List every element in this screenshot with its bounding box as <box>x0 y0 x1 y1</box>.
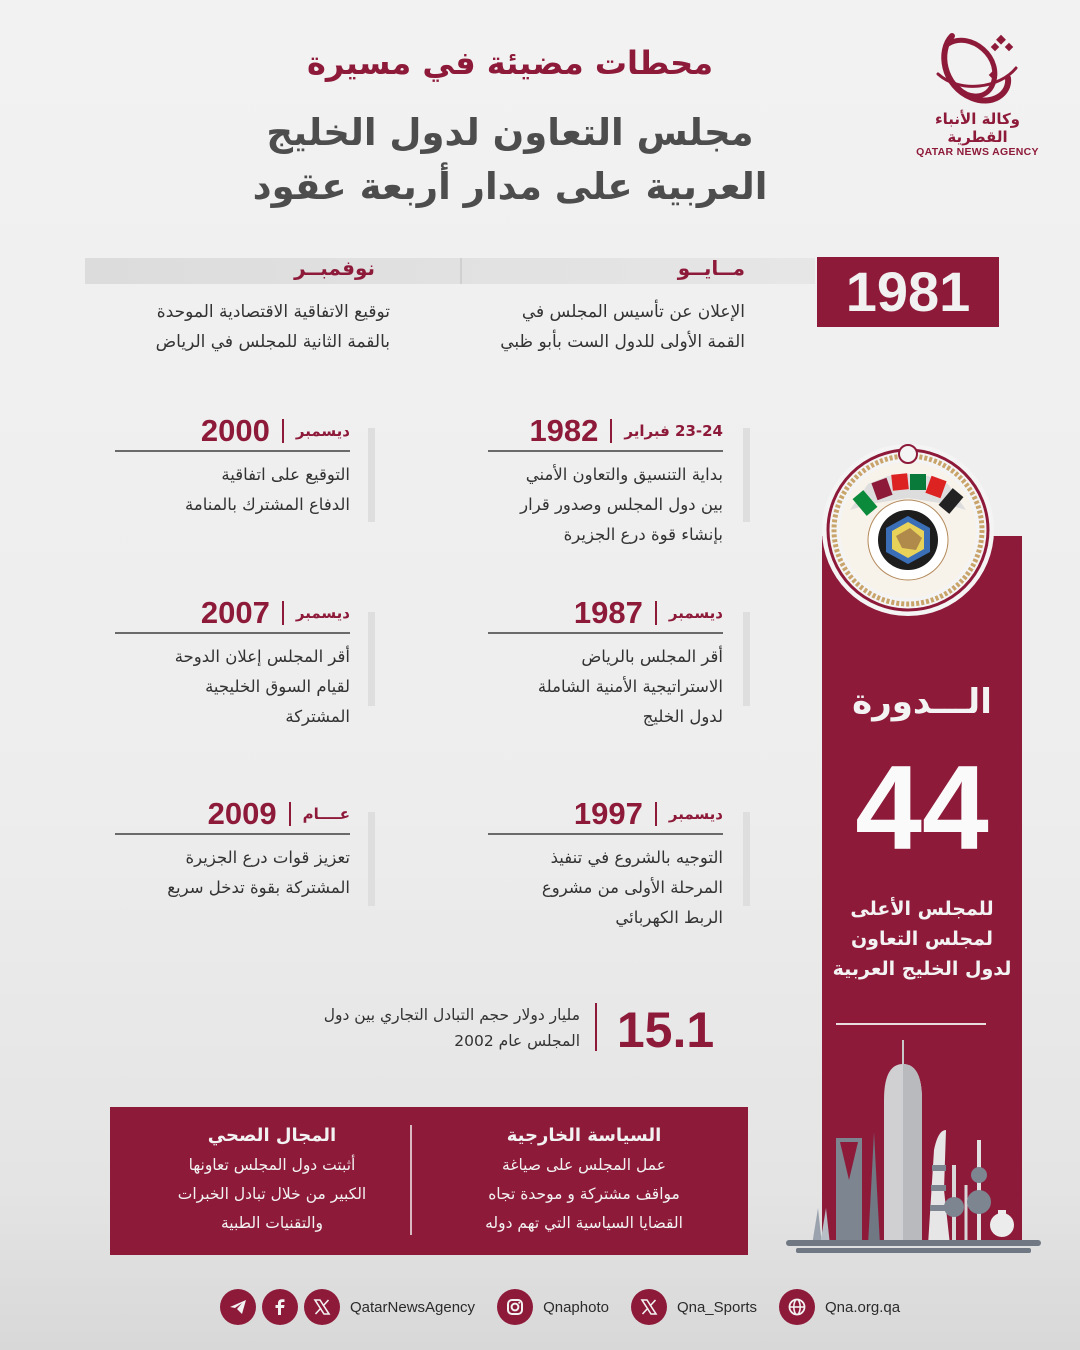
gulf-skyline-illustration <box>782 1040 1052 1255</box>
text-line: الربط الكهربائي <box>615 908 723 927</box>
social-handle-qatarnewsagency[interactable]: QatarNewsAgency <box>350 1298 476 1316</box>
text-line: لقيام السوق الخليجية <box>205 677 350 696</box>
page-title-line-2: العربية على مدار أربعة عقود <box>252 165 768 208</box>
header-divider <box>289 802 291 826</box>
text-line: الدفاع المشترك بالمنامة <box>185 495 350 514</box>
text-line: بين دول المجلس وصدور قرار <box>520 495 723 514</box>
timeline-entry-header <box>115 412 350 452</box>
text-line: لدول الخليج العربية <box>832 958 1012 980</box>
founding-may-description <box>440 297 745 357</box>
text-line: الكبير من خلال تبادل الخبرات <box>177 1185 367 1203</box>
timeline-entry-2007 <box>115 594 350 732</box>
text-line: لمجلس التعاون <box>850 928 994 950</box>
health-section <box>122 1121 422 1238</box>
timeline-description <box>488 460 723 550</box>
foreign-policy-section <box>434 1121 734 1238</box>
timeline-marker <box>743 428 750 522</box>
founding-month-november: نوفمبــر <box>294 256 375 280</box>
session-label: الـــدورة <box>852 682 992 722</box>
text-line: للمجلس الأعلى <box>850 898 994 920</box>
timeline-year: 1987 <box>573 595 643 630</box>
section-title: السياسة الخارجية <box>506 1125 662 1146</box>
timeline-entry-header <box>488 412 723 452</box>
timeline-entry-header <box>115 594 350 634</box>
timeline-description <box>488 642 723 732</box>
timeline-entry-1997 <box>488 795 723 933</box>
text-line: أقر المجلس بالرياض <box>581 647 723 666</box>
timeline-description <box>115 460 350 520</box>
timeline-entry-header <box>488 594 723 634</box>
timeline-year: 1997 <box>573 796 643 831</box>
x-icon[interactable] <box>304 1289 340 1325</box>
timeline-marker <box>368 612 375 706</box>
timeline-month: ديسمبر <box>668 604 723 622</box>
text-line: المشتركة <box>285 707 350 726</box>
timeline-month: ديسمبر <box>295 604 350 622</box>
text-line: تعزيز قوات درع الجزيرة <box>185 848 350 867</box>
timeline-year: 2009 <box>207 796 277 831</box>
timeline-marker <box>743 812 750 906</box>
text-line: الاستراتيجية الأمنية الشاملة <box>537 677 723 696</box>
page-title-line-1: مجلس التعاون لدول الخليج <box>266 111 754 154</box>
timeline-description <box>488 843 723 933</box>
social-handle-qna-sports[interactable]: Qna_Sports <box>676 1298 757 1316</box>
text-line: القضايا السياسية التي تهم دوله <box>485 1214 683 1232</box>
timeline-entry-2000 <box>115 412 350 520</box>
page-subtitle: محطات مضيئة في مسيرة <box>306 44 714 82</box>
text-line: التوجيه بالشروع في تنفيذ <box>550 848 723 867</box>
timeline-month: ديسمبر <box>295 422 350 440</box>
timeline-entry-header <box>488 795 723 835</box>
instagram-icon[interactable] <box>497 1289 533 1325</box>
header-divider <box>282 601 284 625</box>
text-line: التوقيع على اتفاقية <box>221 465 350 484</box>
timeline-marker <box>368 428 375 522</box>
text-line: والتقنيات الطبية <box>220 1214 324 1232</box>
skyline-icon <box>782 1040 1052 1255</box>
timeline-entry-1982 <box>488 412 723 550</box>
header-divider <box>610 419 612 443</box>
page-title <box>200 106 820 214</box>
website-link[interactable]: Qna.org.qa <box>825 1298 901 1316</box>
text-line: المشتركة بقوة تدخل سريع <box>167 878 350 897</box>
timeline-month: 23-24 فبراير <box>624 422 723 440</box>
highlights-box <box>110 1107 748 1255</box>
text-line: مليار دولار حجم التبادل التجاري بين دول <box>323 1006 580 1024</box>
text-line: بإنشاء قوة درع الجزيرة <box>563 525 723 544</box>
timeline-marker <box>368 812 375 906</box>
header-divider <box>655 802 657 826</box>
facebook-icon[interactable] <box>262 1289 298 1325</box>
brand-name-arabic: وكالة الأنباء القطرية <box>935 110 1020 146</box>
social-links-footer <box>220 1286 901 1328</box>
timeline-year: 1982 <box>529 413 599 448</box>
text-line: أثبتت دول المجلس تعاونها <box>188 1156 356 1174</box>
qna-logo <box>905 28 1050 158</box>
brand-name-english: QATAR NEWS AGENCY <box>916 146 1039 158</box>
globe-icon[interactable] <box>779 1289 815 1325</box>
timeline-month: عــــام <box>302 805 350 823</box>
gcc-emblem-icon <box>818 440 998 620</box>
timeline-entry-2009 <box>115 795 350 903</box>
session-description <box>822 894 1022 984</box>
text-line: القمة الأولى للدول الست بأبو ظبي <box>500 332 745 352</box>
text-line: توقيع الاتفاقية الاقتصادية الموحدة <box>156 302 390 322</box>
text-line: المرحلة الأولى من مشروع <box>541 878 723 897</box>
header-divider <box>282 419 284 443</box>
founding-month-may: مــايــو <box>677 256 745 280</box>
text-line: الإعلان عن تأسيس المجلس في <box>521 302 745 322</box>
text-line: أقر المجلس إعلان الدوحة <box>174 647 350 666</box>
trade-volume-value: 15.1 <box>616 1002 715 1058</box>
x-icon[interactable] <box>631 1289 667 1325</box>
text-line: بالقمة الثانية للمجلس في الرياض <box>155 332 390 352</box>
timeline-description <box>115 642 350 732</box>
text-line: مواقف مشتركة و موحدة تجاه <box>488 1185 680 1203</box>
founding-bar-divider <box>460 258 462 284</box>
timeline-month: ديسمبر <box>668 805 723 823</box>
gcc-summit-emblem <box>818 440 998 620</box>
text-line: لدول الخليج <box>642 707 723 726</box>
timeline-description <box>115 843 350 903</box>
founding-november-description <box>85 297 390 357</box>
timeline-year: 2000 <box>200 413 270 448</box>
text-line: عمل المجلس على صياغة <box>502 1156 666 1174</box>
header-divider <box>655 601 657 625</box>
trade-divider <box>595 1003 597 1051</box>
telegram-icon[interactable] <box>220 1289 256 1325</box>
timeline-marker <box>743 612 750 706</box>
timeline-entry-1987 <box>488 594 723 732</box>
session-number: 44 <box>855 741 989 875</box>
founding-year-badge: 1981 <box>817 257 999 327</box>
timeline-year: 2007 <box>200 595 270 630</box>
timeline-entry-header <box>115 795 350 835</box>
trade-volume-description <box>245 1002 580 1054</box>
section-title: المجال الصحي <box>207 1125 337 1146</box>
text-line: المجلس عام 2002 <box>454 1032 580 1050</box>
text-line: بداية التنسيق والتعاون الأمني <box>525 465 723 484</box>
social-handle-qnaphoto[interactable]: Qnaphoto <box>543 1298 609 1316</box>
qna-emblem-icon <box>930 28 1025 110</box>
session-divider <box>836 1023 986 1025</box>
